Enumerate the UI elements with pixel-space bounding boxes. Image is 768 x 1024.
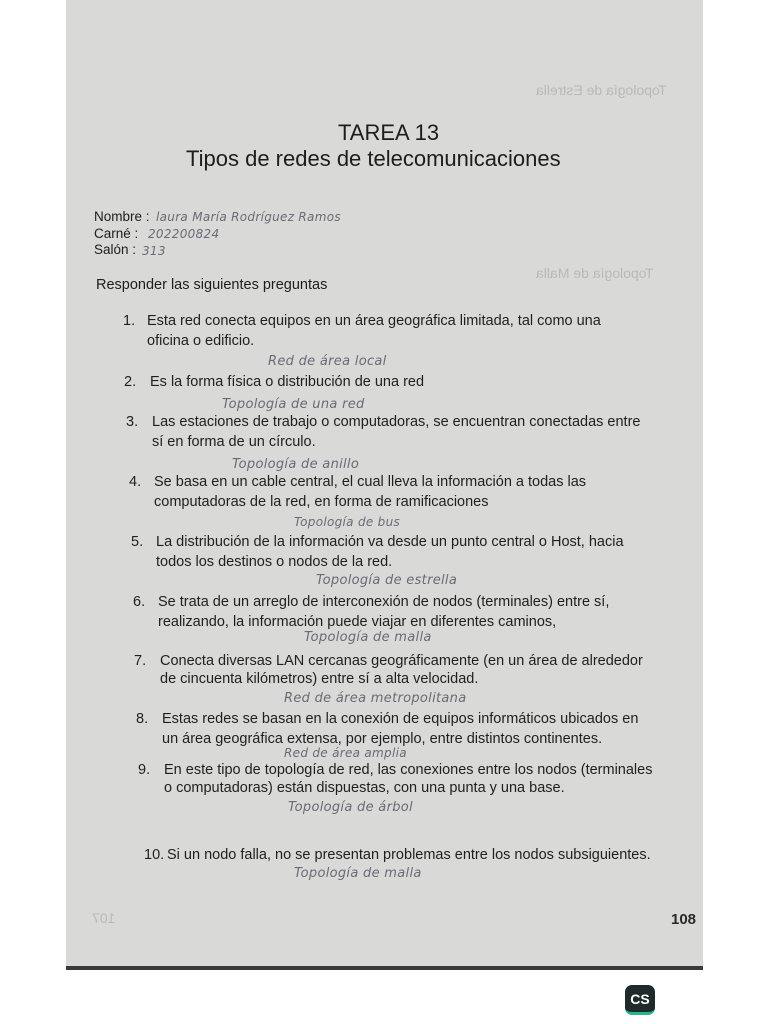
question-line: todos los destinos o nodos de la red. xyxy=(156,554,393,570)
answer-handwritten: Topología de una red xyxy=(222,397,365,412)
question-line: sí en forma de un círculo. xyxy=(152,434,316,450)
answer-handwritten: Topología de anillo xyxy=(232,457,360,472)
document-page xyxy=(66,0,703,968)
show-through-heading-estrella: Topología de Estrella xyxy=(536,82,667,98)
page-title: TAREA 13 xyxy=(338,120,440,145)
question-number: 8. xyxy=(136,711,149,727)
question-line: Las estaciones de trabajo o computadoras, se encuentran conectadas entre xyxy=(152,414,641,430)
question-number: 1. xyxy=(123,313,136,329)
answer-handwritten: Topología de malla xyxy=(304,630,432,645)
carne-value: 202200824 xyxy=(148,227,220,241)
question-number: 9. xyxy=(138,762,151,778)
question-number: 6. xyxy=(133,594,146,610)
question-line: Se basa en un cable central, el cual lleva la información a todas las xyxy=(154,474,587,490)
answer-handwritten: Red de área metropolitana xyxy=(284,691,467,706)
carne-label: Carné : xyxy=(94,226,139,241)
answer-handwritten: Topología de árbol xyxy=(288,800,413,815)
question-line: o computadoras) están dispuestas, con una punta y una base. xyxy=(164,780,565,796)
question-line: computadoras de la red, en forma de ramificaciones xyxy=(154,494,489,510)
question-line: realizando, la información puede viajar en diferentes caminos, xyxy=(158,614,557,630)
name-label: Nombre : xyxy=(94,209,150,224)
question-line: La distribución de la información va desde un punto central o Host, hacia xyxy=(156,534,624,550)
salon-value: 313 xyxy=(142,244,166,258)
question-number: 3. xyxy=(126,414,139,430)
question-number: 7. xyxy=(134,653,147,669)
question-number: 4. xyxy=(129,474,142,490)
page-subtitle: Tipos de redes de telecomunicaciones xyxy=(186,146,561,171)
page-number: 108 xyxy=(671,911,697,928)
question-line: Se trata de un arreglo de interconexión de nodos (terminales) entre sí, xyxy=(158,594,610,610)
name-value: laura María Rodríguez Ramos xyxy=(156,210,341,224)
question-number: 10. xyxy=(144,847,165,863)
camscanner-logo-icon: CS xyxy=(625,985,655,1015)
instructions: Responder las siguientes preguntas xyxy=(96,277,328,293)
answer-handwritten: Topología de malla xyxy=(294,866,422,881)
show-through-page-number: 107 xyxy=(92,910,116,926)
question-line: En este tipo de topología de red, las conexiones entre los nodos (terminales xyxy=(164,762,653,778)
question-line: Es la forma física o distribución de una red xyxy=(150,374,425,390)
question-line: un área geográfica extensa, por ejemplo, entre distintos continentes. xyxy=(162,731,603,747)
question-line: Estas redes se basan en la conexión de equipos informáticos ubicados en xyxy=(162,711,639,727)
question-line: oficina o edificio. xyxy=(147,333,255,349)
salon-label: Salón : xyxy=(94,242,137,257)
page-shadow-edge xyxy=(66,966,703,970)
question-line: Si un nodo falla, no se presentan problemas entre los nodos subsiguientes. xyxy=(167,847,651,863)
answer-handwritten: Red de área amplia xyxy=(284,746,407,760)
question-number: 2. xyxy=(124,374,137,390)
answer-handwritten: Topología de estrella xyxy=(316,573,458,588)
question-number: 5. xyxy=(131,534,144,550)
question-line: de cincuenta kilómetros) entre sí a alta velocidad. xyxy=(160,671,479,687)
answer-handwritten: Red de área local xyxy=(268,354,387,369)
answer-handwritten: Topología de bus xyxy=(294,515,401,529)
show-through-heading-malla: Topología de Malla xyxy=(536,265,654,281)
question-line: Conecta diversas LAN cercanas geográficamente (en un área de alrededor xyxy=(160,653,643,669)
question-line: Esta red conecta equipos en un área geográfica limitada, tal como una xyxy=(147,313,601,329)
